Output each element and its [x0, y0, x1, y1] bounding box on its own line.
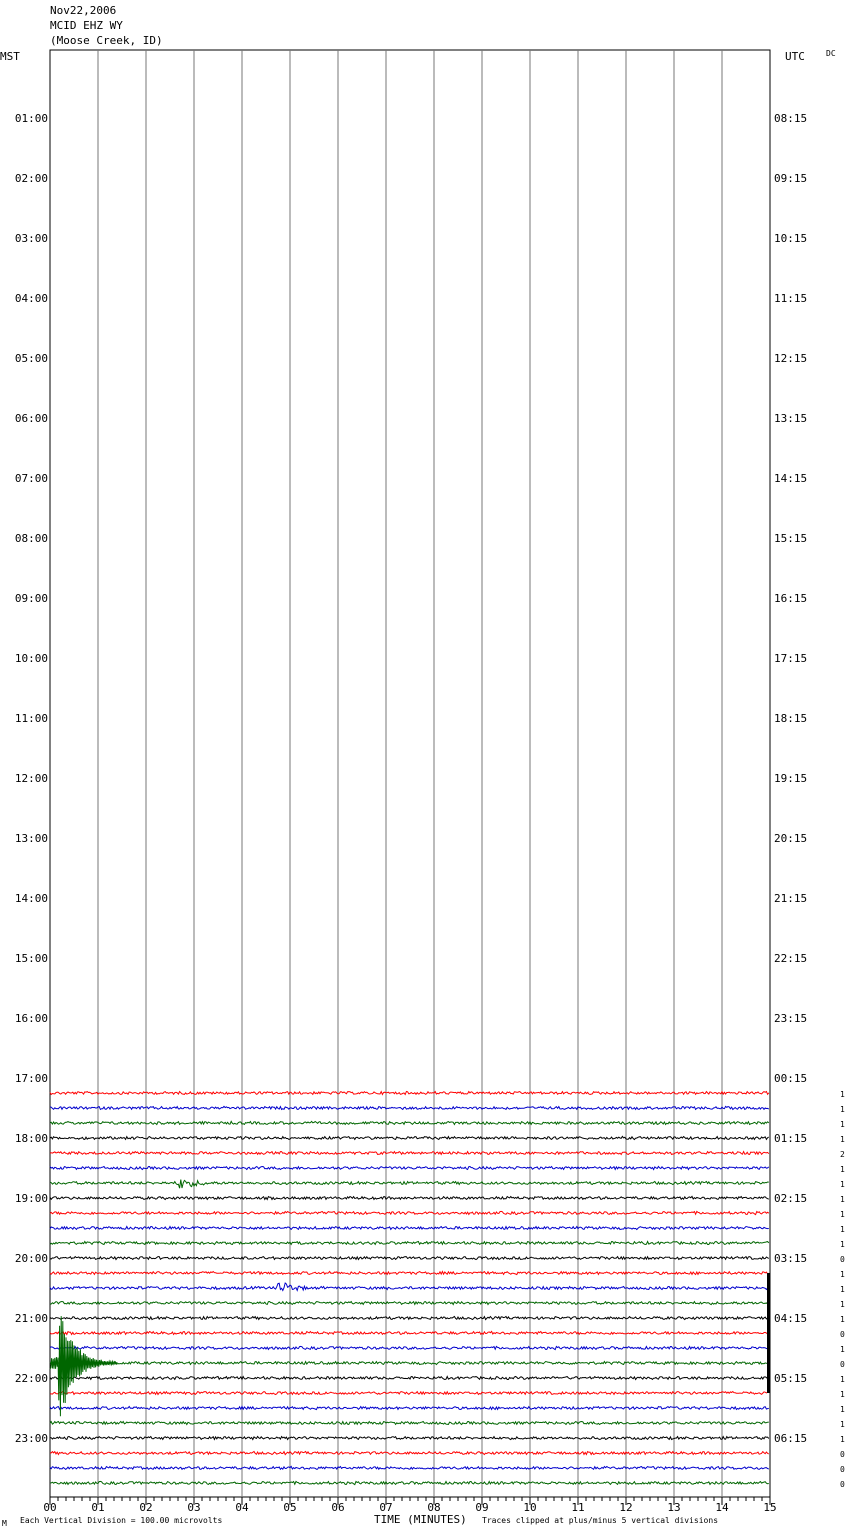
hour-label-right: 18:15 [774, 712, 808, 725]
trace-value-label: 1 [840, 1090, 845, 1099]
hour-label-left: 18:00 [14, 1132, 48, 1145]
hour-label-left: 19:00 [14, 1192, 48, 1205]
seismic-trace [50, 1437, 769, 1440]
x-tick-label: 07 [379, 1501, 393, 1514]
hour-label-left: 10:00 [14, 652, 48, 665]
hour-label-left: 13:00 [14, 832, 48, 845]
seismic-trace [50, 1283, 769, 1291]
hour-label-right: 17:15 [774, 652, 808, 665]
hour-label-left: 04:00 [14, 292, 48, 305]
x-tick-label: 10 [523, 1501, 537, 1514]
seismic-trace [50, 1121, 769, 1124]
trace-value-label: 1 [840, 1300, 845, 1309]
footer-corner-mark: M [2, 1519, 7, 1528]
seismic-trace [50, 1452, 769, 1455]
trace-value-label: 1 [840, 1405, 845, 1414]
hour-label-right: 01:15 [774, 1132, 808, 1145]
hour-label-right: 15:15 [774, 532, 808, 545]
trace-value-label: 0 [840, 1465, 845, 1474]
trace-value-label: 0 [840, 1450, 845, 1459]
hour-label-right: 09:15 [774, 172, 808, 185]
seismic-trace [50, 1196, 769, 1199]
trace-value-label: 0 [840, 1330, 845, 1339]
seismic-trace [50, 1257, 769, 1260]
trace-value-label: 1 [840, 1270, 845, 1279]
hour-label-left: 01:00 [14, 112, 48, 125]
trace-value-label: 1 [840, 1375, 845, 1384]
seismic-trace [50, 1362, 769, 1365]
grid-lines [50, 50, 770, 1497]
trace-value-label: 0 [840, 1360, 845, 1369]
hour-label-left: 23:00 [14, 1432, 48, 1445]
seismic-trace [50, 1407, 769, 1410]
hour-label-right: 22:15 [774, 952, 808, 965]
trace-value-label: 1 [840, 1105, 845, 1114]
hour-label-left: 14:00 [14, 892, 48, 905]
left-timezone-label: MST [0, 50, 20, 63]
seismic-trace [50, 1346, 769, 1349]
axis-labels [15, 112, 845, 1489]
hour-label-left: 02:00 [14, 172, 48, 185]
hour-label-right: 13:15 [774, 412, 808, 425]
hour-label-left: 08:00 [14, 532, 48, 545]
hour-label-left: 05:00 [14, 352, 48, 365]
scale-note: Each Vertical Division = 100.00 microvolts [20, 1516, 223, 1525]
hour-label-left: 20:00 [14, 1252, 48, 1265]
trace-value-label: 1 [840, 1135, 845, 1144]
seismic-trace [50, 1466, 769, 1469]
trace-value-label: 1 [840, 1225, 845, 1234]
hour-label-right: 11:15 [774, 292, 808, 305]
x-tick-label: 09 [475, 1501, 489, 1514]
right-timezone-label: UTC [785, 50, 805, 63]
trace-value-label: 1 [840, 1315, 845, 1324]
hour-label-left: 16:00 [14, 1012, 48, 1025]
hour-label-left: 07:00 [14, 472, 48, 485]
seismic-trace [50, 1302, 769, 1305]
station-code: MCID EHZ WY [50, 19, 123, 32]
x-tick-label: 11 [571, 1501, 585, 1514]
hour-label-right: 20:15 [774, 832, 808, 845]
x-tick-label: 12 [619, 1501, 633, 1514]
trace-value-label: 1 [840, 1240, 845, 1249]
hour-label-right: 03:15 [774, 1252, 808, 1265]
trace-value-label: 1 [840, 1180, 845, 1189]
x-tick-label: 13 [667, 1501, 681, 1514]
x-tick-label: 00 [43, 1501, 57, 1514]
hour-label-right: 23:15 [774, 1012, 808, 1025]
hour-label-left: 21:00 [14, 1312, 48, 1325]
hour-label-right: 00:15 [774, 1072, 808, 1085]
clipped-edge-bar [767, 1273, 770, 1393]
hour-label-left: 22:00 [14, 1372, 48, 1385]
hour-label-right: 12:15 [774, 352, 808, 365]
trace-value-label: 1 [840, 1210, 845, 1219]
seismic-trace [50, 1392, 769, 1395]
x-tick-label: 02 [139, 1501, 153, 1514]
x-tick-label: 04 [235, 1501, 249, 1514]
corner-code: DC [826, 49, 836, 58]
seismic-trace [50, 1481, 769, 1484]
x-tick-label: 15 [763, 1501, 777, 1514]
x-tick-label: 01 [91, 1501, 105, 1514]
seismic-trace [50, 1106, 769, 1109]
seismic-trace [50, 1092, 769, 1095]
trace-value-label: 0 [840, 1255, 845, 1264]
hour-label-left: 09:00 [14, 592, 48, 605]
x-tick-label: 08 [427, 1501, 441, 1514]
seismic-trace [50, 1317, 769, 1320]
seismic-trace [50, 1167, 769, 1170]
hour-label-left: 17:00 [14, 1072, 48, 1085]
plot-frame [50, 50, 770, 1497]
x-tick-label: 05 [283, 1501, 297, 1514]
station-location: (Moose Creek, ID) [50, 34, 163, 47]
earthquake-event-trace [50, 1316, 117, 1416]
seismic-trace [50, 1377, 769, 1380]
x-tick-label: 14 [715, 1501, 729, 1514]
seismic-trace [50, 1422, 769, 1425]
trace-value-label: 1 [840, 1345, 845, 1354]
seismic-trace [50, 1136, 769, 1139]
trace-value-label: 1 [840, 1285, 845, 1294]
clip-note: Traces clipped at plus/minus 5 vertical divisions [482, 1516, 719, 1525]
trace-value-label: 2 [840, 1150, 845, 1159]
hour-label-right: 05:15 [774, 1372, 808, 1385]
x-axis-title: TIME (MINUTES) [374, 1513, 467, 1526]
seismic-trace [50, 1331, 769, 1334]
hour-label-right: 14:15 [774, 472, 808, 485]
trace-value-label: 0 [840, 1480, 845, 1489]
trace-value-label: 1 [840, 1420, 845, 1429]
hour-label-right: 16:15 [774, 592, 808, 605]
x-tick-label: 03 [187, 1501, 201, 1514]
trace-value-label: 1 [840, 1120, 845, 1129]
hour-label-right: 04:15 [774, 1312, 808, 1325]
trace-value-label: 1 [840, 1390, 845, 1399]
seismic-trace [50, 1180, 769, 1189]
hour-label-left: 03:00 [14, 232, 48, 245]
hour-label-left: 12:00 [14, 772, 48, 785]
trace-value-label: 1 [840, 1165, 845, 1174]
seismic-trace [50, 1211, 769, 1214]
hour-label-left: 15:00 [14, 952, 48, 965]
hour-label-right: 08:15 [774, 112, 808, 125]
hour-label-left: 06:00 [14, 412, 48, 425]
seismic-trace [50, 1272, 769, 1275]
trace-value-label: 1 [840, 1435, 845, 1444]
hour-label-right: 10:15 [774, 232, 808, 245]
hour-label-left: 11:00 [14, 712, 48, 725]
trace-value-label: 1 [840, 1195, 845, 1204]
record-date: Nov22,2006 [50, 4, 117, 17]
trace-group [50, 1092, 769, 1485]
x-axis [43, 1497, 776, 1514]
hour-label-right: 21:15 [774, 892, 808, 905]
seismic-trace [50, 1152, 769, 1155]
hour-label-right: 19:15 [774, 772, 808, 785]
hour-label-right: 02:15 [774, 1192, 808, 1205]
x-tick-label: 06 [331, 1501, 345, 1514]
seismic-trace [50, 1242, 769, 1245]
seismic-trace [50, 1227, 769, 1230]
hour-label-right: 06:15 [774, 1432, 808, 1445]
